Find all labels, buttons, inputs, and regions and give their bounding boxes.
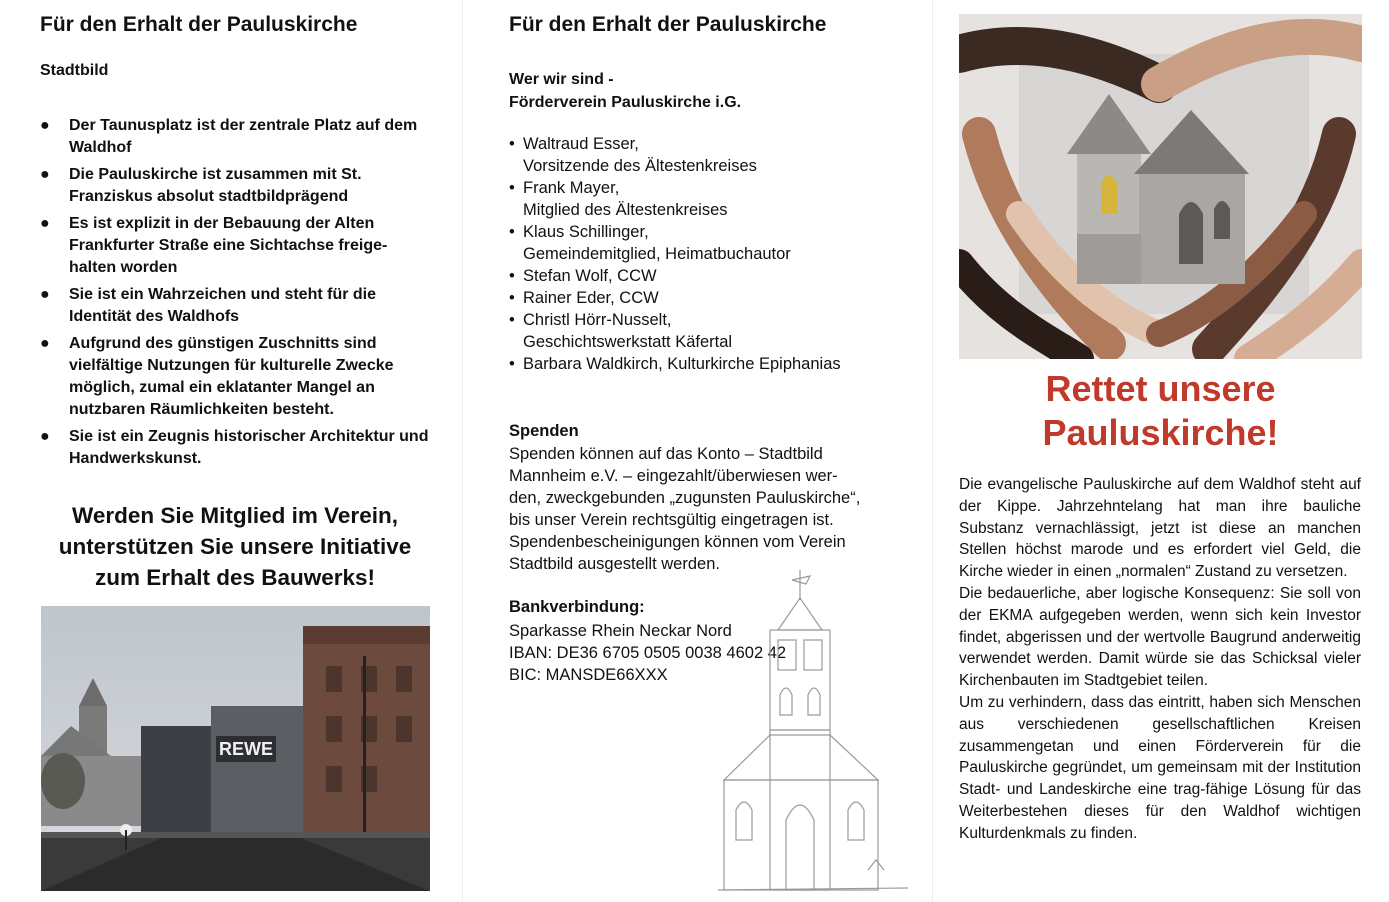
- bullet-icon: •: [509, 267, 515, 285]
- bullet-icon: ●: [40, 117, 50, 134]
- list-item: ● Aufgrund des günstigen Zuschnitts sind vielfältige Nutzungen für kulturelle Zwecke möglich, zumal ein eklatanter Mangel an nutzbaren Räumlichkeiten besteht.: [40, 335, 394, 418]
- bullet-icon: •: [509, 179, 515, 197]
- left-heading: Für den Erhalt der Pauluskirche: [40, 13, 358, 36]
- stadtbild-subheading: Stadtbild: [40, 62, 109, 79]
- middle-heading: Für den Erhalt der Pauluskirche: [509, 13, 827, 36]
- bullet-icon: •: [509, 355, 515, 373]
- rewe-sign: REWE: [219, 739, 273, 759]
- bullet-icon: •: [509, 223, 515, 241]
- list-item: • Stefan Wolf, CCW: [509, 267, 657, 285]
- membership-call-to-action: Werden Sie Mitglied im Verein, unterstützen Sie unsere Initiative zum Erhalt des Bauwerks!: [58, 503, 412, 590]
- bullet-icon: ●: [40, 428, 50, 445]
- fold-line-right: [932, 0, 933, 902]
- church-sketch-illustration: [718, 570, 908, 892]
- hands-heart-church-photo: [959, 14, 1362, 359]
- list-item: ● Sie ist ein Zeugnis historischer Architektur und Handwerkskunst.: [40, 428, 429, 467]
- bullet-icon: ●: [40, 335, 50, 352]
- stadtbild-list: [40, 115, 430, 475]
- spenden-heading: Spenden: [509, 422, 579, 440]
- member-list: [509, 133, 929, 375]
- list-item: • Barbara Waldkirch, Kulturkirche Epiphanias: [509, 355, 841, 373]
- intro-paragraph: Die evangelische Pauluskirche auf dem Waldhof steht auf der Kippe. Jahrzehntelang hat man ihre bauliche Substanz vernachlässigt, jetzt ist diese an manchen Stellen höchst marode und es erfordert viel Geld, die Kirche wieder in einen „normalen“ Zustand zu versetzen.: [959, 476, 1361, 581]
- bullet-icon: ●: [40, 286, 50, 303]
- who-we-are-heading: Wer wir sind - Förderverein Pauluskirche i.G.: [509, 71, 742, 111]
- intro-paragraph: Die bedauerliche, aber logische Konsequenz: Sie soll von der EKMA aufgegeben werden, wenn sich kein Investor findet, abgerissen und der wertvolle Baugrund anderweitig verwendet werden. Damit würde sie das Schicksal vieler Kirchenbauten im Stadtgebiet teilen.: [959, 584, 1361, 690]
- bank-heading: Bankverbindung:: [509, 598, 645, 616]
- bullet-icon: ●: [40, 166, 50, 183]
- list-item: ● Der Taunusplatz ist der zentrale Platz auf dem Waldhof: [40, 117, 418, 156]
- bullet-icon: ●: [40, 215, 50, 232]
- list-item: • Waltraud Esser, Vorsitzende des Ältestenkreises: [509, 135, 757, 175]
- intro-text: [959, 474, 1361, 845]
- main-title: Rettet unsere Pauluskirche!: [1042, 368, 1279, 453]
- list-item: • Frank Mayer, Mitglied des Ältestenkreises: [509, 179, 728, 219]
- spenden-text: Spenden können auf das Konto – Stadtbild Mannheim e.V. – eingezahlt/überwiesen wer- den, zweckgebunden „zugunsten Pauluskirche“, bis unser Verein rechtsgültig eingetragen ist. Spendenbescheinigungen können vom Verein Stadtbild ausgestellt werden.: [509, 445, 861, 573]
- list-item: ● Die Pauluskirche ist zusammen mit St. Franziskus absolut stadtbildprägend: [40, 166, 362, 205]
- list-item: ● Es ist explizit in der Bebauung der Alten Frankfurter Straße eine Sichtachse freige-halten worden: [40, 215, 388, 276]
- intro-paragraph: Um zu verhindern, dass das eintritt, haben sich Menschen aus verschiedenen gesellschaftlichen Kreisen zusammengetan und einen Förderverein für die Pauluskirche gegründet, um gemeinsam mit der Institution Stadt- und Landeskirche eine trag-fähige Lösung für das Weiterbestehen dieses für den Waldhof wichtigen Kulturdenkmals zu finden.: [959, 693, 1361, 842]
- list-item: • Klaus Schillinger, Gemeindemitglied, Heimatbuchautor: [509, 223, 791, 263]
- list-item: • Christl Hörr-Nusselt, Geschichtswerkstatt Käfertal: [509, 311, 733, 351]
- bank-details: Sparkasse Rhein Neckar Nord IBAN: DE36 6705 0505 0038 4602 42 BIC: MANSDE66XXX: [509, 622, 787, 684]
- list-item: ● Sie ist ein Wahrzeichen und steht für die Identität des Waldhofs: [40, 286, 377, 325]
- list-item: • Rainer Eder, CCW: [509, 289, 659, 307]
- bullet-icon: •: [509, 135, 515, 153]
- street-photo: [41, 606, 430, 891]
- bullet-icon: •: [509, 289, 515, 307]
- bullet-icon: •: [509, 311, 515, 329]
- fold-line-left: [462, 0, 463, 902]
